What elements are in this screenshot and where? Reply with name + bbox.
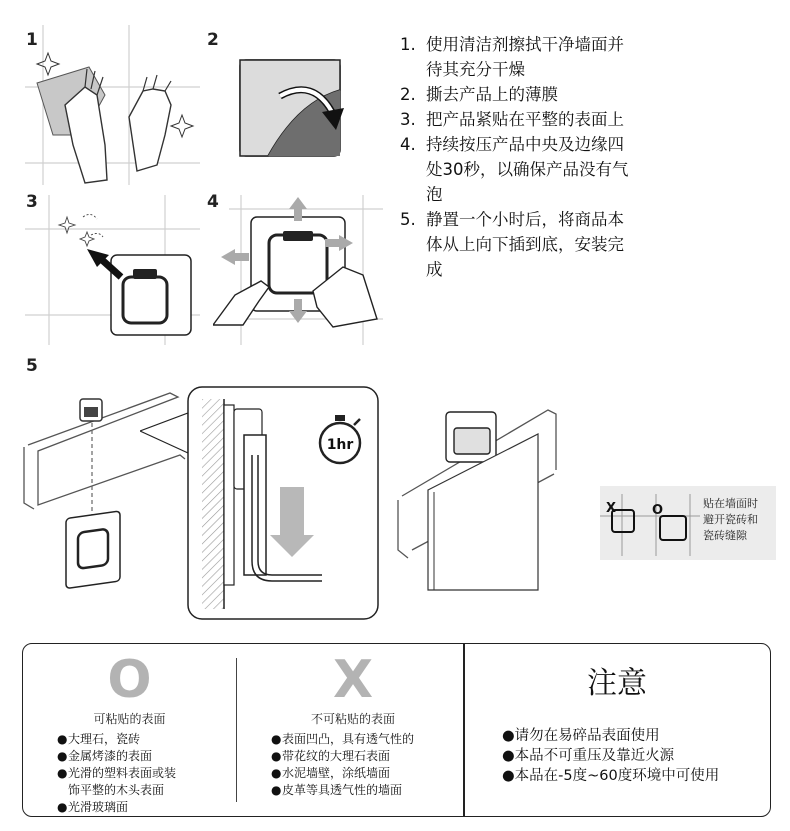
list-item: ● 金属烤漆的表面 [57, 749, 153, 763]
tile-gap-note-text [703, 496, 773, 544]
instruction-item-5 [400, 207, 680, 282]
o-mark: O [652, 503, 664, 518]
instruction-number: 2. [400, 85, 416, 104]
attention-list [502, 726, 770, 786]
instruction-number: 3. [400, 110, 416, 129]
step4-press-edges-illustration [213, 195, 383, 345]
list-item: ●本品不可重压及靠近火源 [502, 748, 675, 764]
step5-magnified-callout [140, 385, 382, 625]
step-number-2: 2 [207, 30, 219, 50]
note-line: 贴在墙面时 [703, 497, 758, 510]
instruction-line: 待其充分干燥 [426, 60, 525, 79]
list-item: ● 带花纹的大理石表面 [271, 749, 391, 763]
tile-gap-diagram [600, 486, 700, 560]
list-item: ● 光滑玻璃面 [57, 800, 129, 814]
instruction-item-1 [400, 32, 680, 82]
list-item: ● 表面凹凸，具有透气性的 [271, 732, 415, 746]
timer-label: 1hr [326, 437, 354, 453]
suitable-surfaces-list [57, 731, 236, 816]
attention-column [464, 658, 770, 786]
instruction-line: 撕去产品上的薄膜 [426, 85, 558, 104]
list-item: ●本品在-5度~60度环境中可使用 [502, 768, 720, 784]
instruction-line: 处30秒，以确保产品没有气 [426, 160, 629, 179]
x-mark: X [606, 501, 617, 516]
step5-finished-install-illustration [388, 390, 588, 600]
instruction-number: 5. [400, 210, 416, 229]
unsuitable-surfaces-column [243, 650, 463, 799]
instruction-number: 4. [400, 135, 416, 154]
instruction-item-4 [400, 132, 680, 207]
list-item: ● 光滑的塑料表面或装 饰平整的木头表面 [57, 766, 177, 797]
surface-guide-panel [22, 643, 771, 817]
suitable-surfaces-title: 可粘贴的表面 [93, 712, 166, 726]
list-item: ● 皮革等具透气性的墙面 [271, 783, 403, 797]
list-item: ● 大理石，瓷砖 [57, 732, 141, 746]
step-number-4: 4 [207, 192, 219, 212]
step-number-5: 5 [26, 356, 38, 376]
instruction-line: 体从上向下插到底，安装完 [426, 235, 624, 254]
cross-ng-symbol: X [332, 650, 374, 710]
step-number-1: 1 [26, 30, 38, 50]
step1-wipe-wall-illustration [25, 25, 200, 185]
circle-ok-symbol: O [107, 650, 152, 710]
step3-press-to-wall-illustration [25, 195, 200, 345]
list-item: ● 水泥墙壁，涂纸墙面 [271, 766, 391, 780]
tile-gap-note [600, 486, 776, 560]
instruction-line: 静置一个小时后，将商品本 [426, 210, 624, 229]
instruction-list [400, 32, 680, 282]
instruction-line: 把产品紧贴在平整的表面上 [426, 110, 624, 129]
unsuitable-surfaces-title: 不可粘贴的表面 [310, 712, 395, 726]
instruction-item-2 [400, 82, 680, 107]
instruction-line: 成 [426, 260, 443, 279]
instruction-line: 泡 [426, 185, 443, 204]
column-divider [236, 658, 237, 802]
instruction-line: 持续按压产品中央及边缘四 [426, 135, 624, 154]
note-line: 避开瓷砖和 [703, 513, 758, 526]
instruction-item-3 [400, 107, 680, 132]
step-number-3: 3 [26, 192, 38, 212]
list-item: ●请勿在易碎品表面使用 [502, 728, 660, 744]
note-line: 瓷砖缝隙 [703, 529, 747, 542]
suitable-surfaces-column [23, 650, 236, 816]
instruction-number: 1. [400, 35, 416, 54]
instruction-line: 使用清洁剂擦拭干净墙面并 [426, 35, 624, 54]
step2-peel-film-illustration [228, 50, 368, 160]
unsuitable-surfaces-list [271, 731, 463, 799]
attention-title: 注意 [587, 666, 647, 701]
